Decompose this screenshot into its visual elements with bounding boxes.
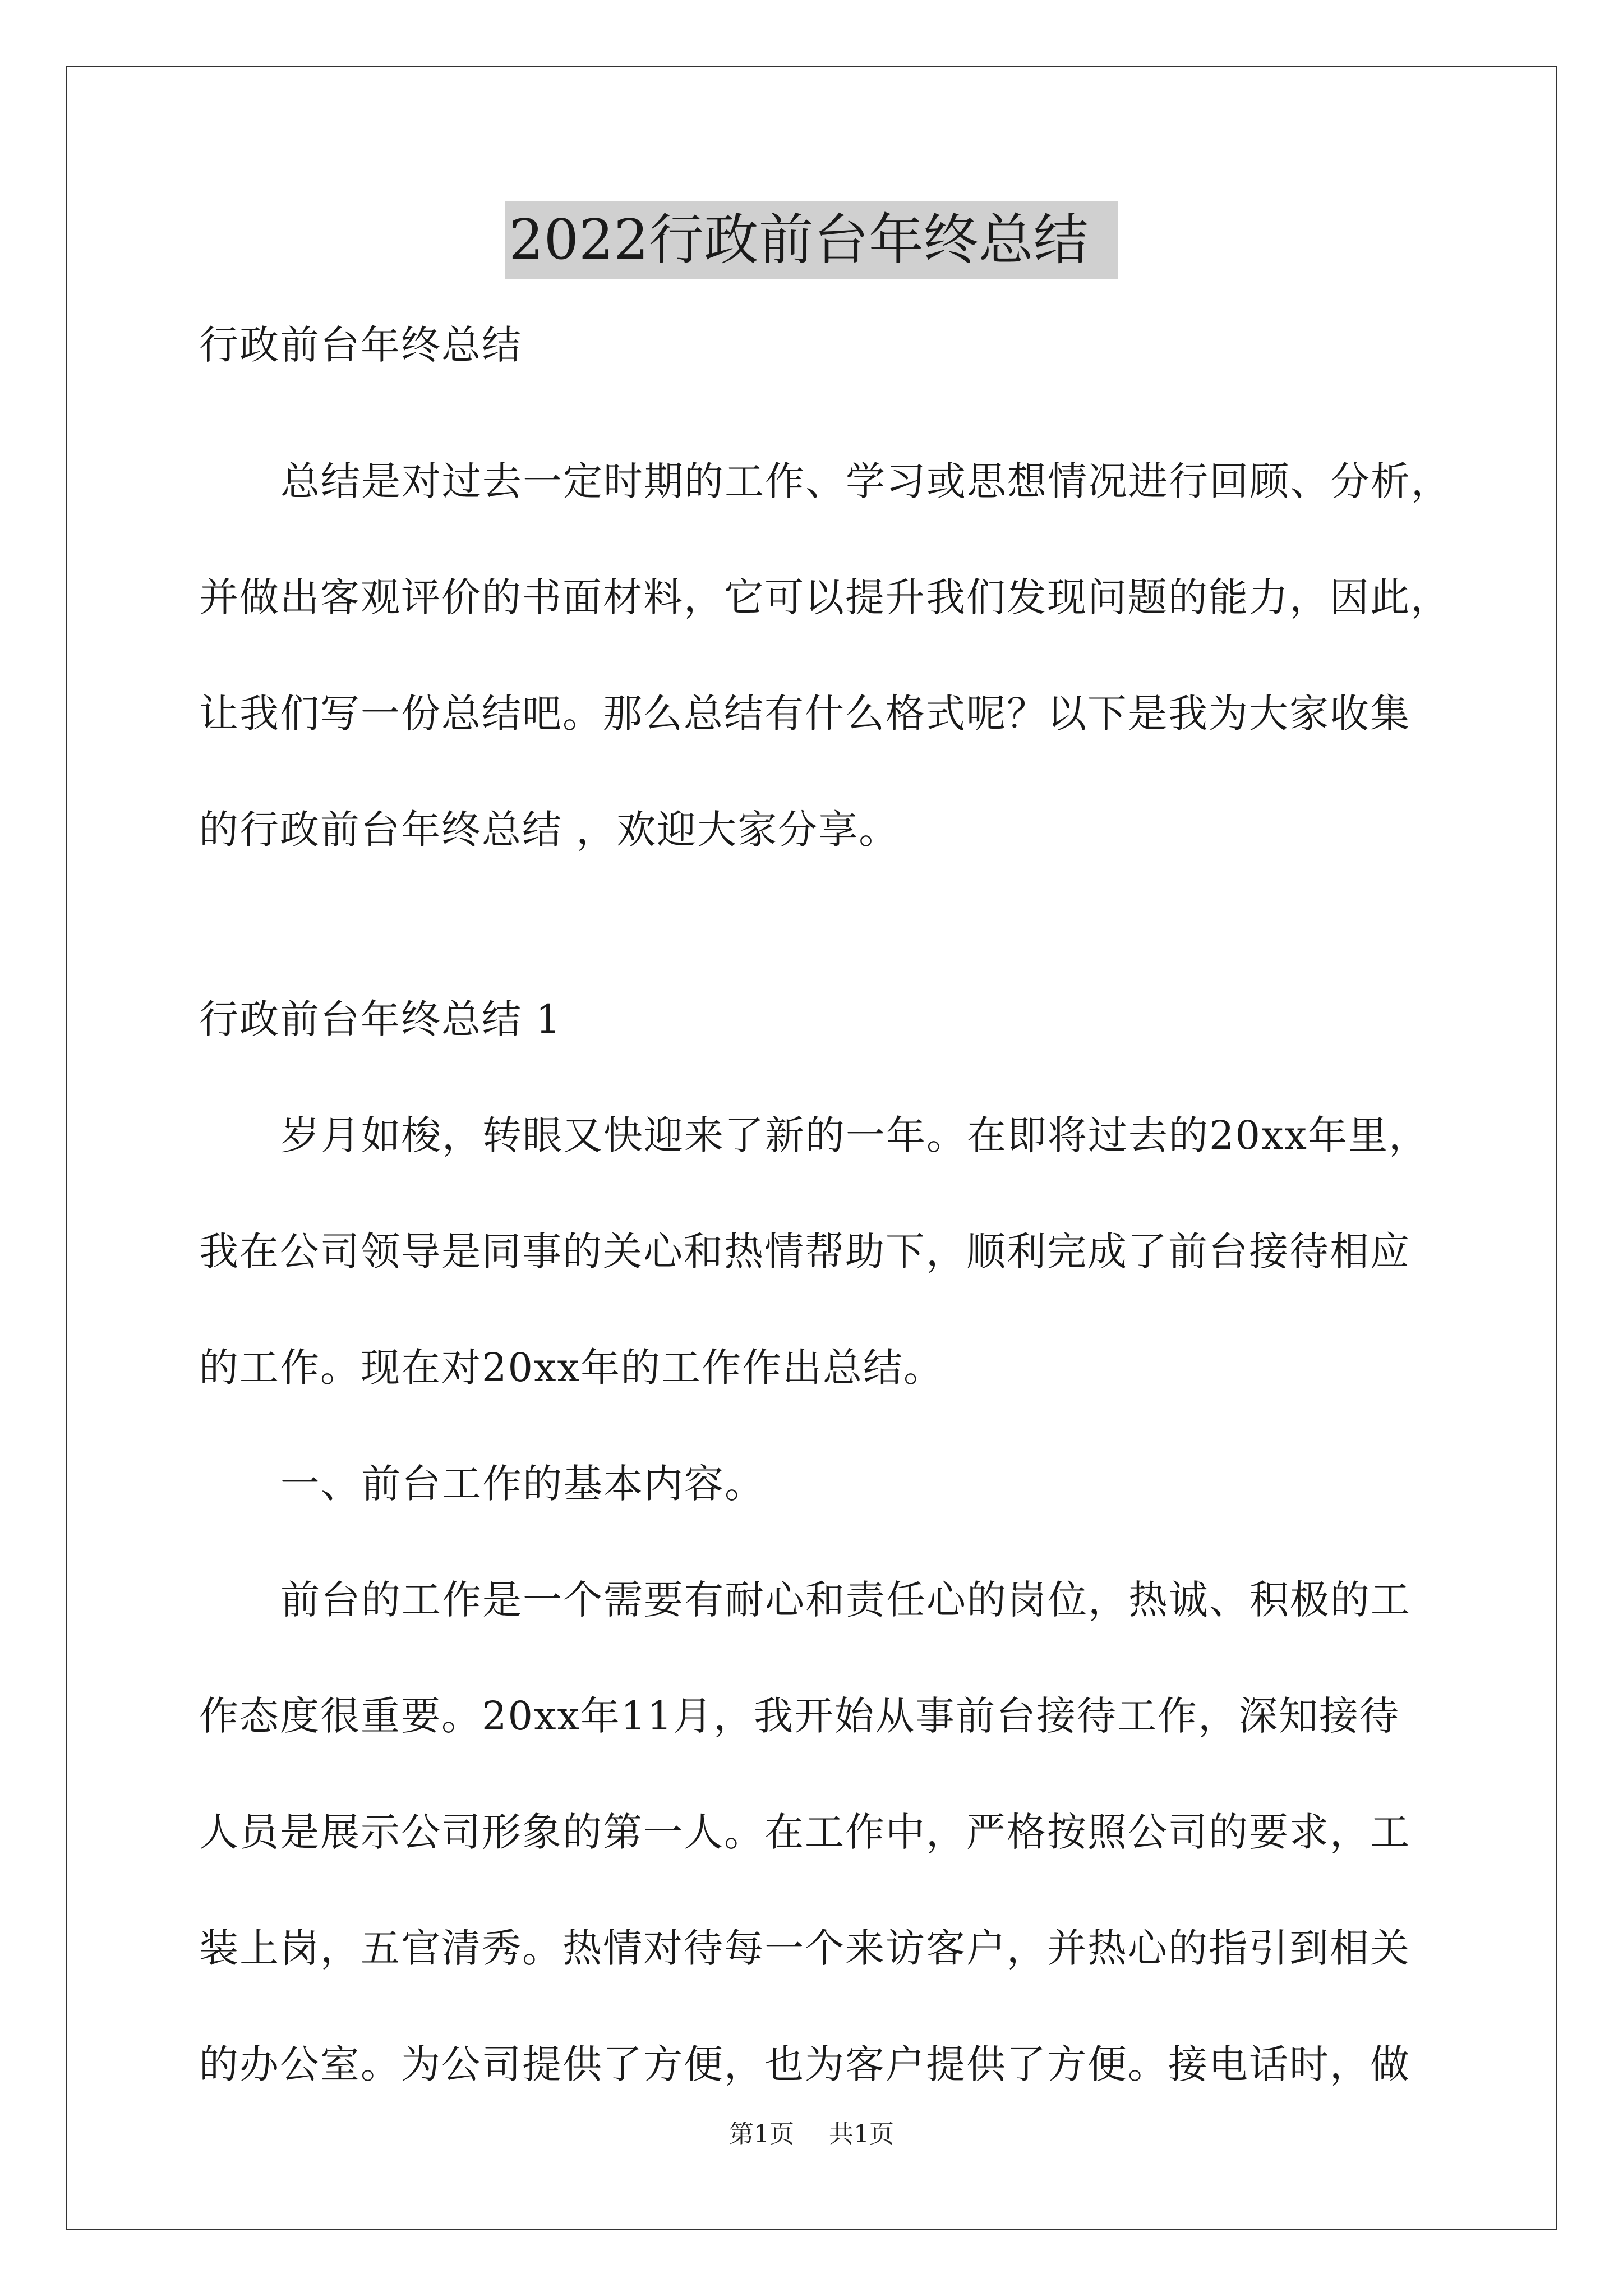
paragraph-line: 岁月如梭，转眼又快迎来了新的一年。在即将过去的20xx年里， bbox=[280, 1112, 1430, 1158]
paragraph-line: 的行政前台年终总结 ，欢迎大家分享。 bbox=[199, 807, 900, 853]
subtitle-line: 行政前台年终总结 bbox=[199, 322, 522, 368]
page-total: 共1页 bbox=[829, 2120, 894, 2148]
section-heading: 行政前台年终总结 1 bbox=[199, 996, 562, 1042]
document-title-text: 2022行政前台年终总结 bbox=[505, 201, 1117, 279]
document-title bbox=[0, 201, 1623, 279]
paragraph-line: 的工作。现在对20xx年的工作作出总结。 bbox=[199, 1345, 944, 1391]
paragraph-line: 并做出客观评价的书面材料，它可以提升我们发现问题的能力，因此， bbox=[199, 574, 1451, 620]
page-footer bbox=[0, 2118, 1623, 2151]
paragraph-line: 装上岗，五官清秀。热情对待每一个来访客户，并热心的指引到相关 bbox=[199, 1925, 1410, 1971]
paragraph-line: 让我们写一份总结吧。那么总结有什么格式呢？以下是我为大家收集 bbox=[199, 691, 1410, 737]
paragraph-line: 作态度很重要。20xx年11月，我开始从事前台接待工作，深知接待 bbox=[199, 1693, 1400, 1739]
paragraph-line: 人员是展示公司形象的第一人。在工作中，严格按照公司的要求，工 bbox=[199, 1809, 1410, 1855]
paragraph-line: 总结是对过去一定时期的工作、学习或思想情况进行回顾、分析， bbox=[280, 458, 1451, 504]
paragraph-line: 前台的工作是一个需要有耐心和责任心的岗位，热诚、积极的工 bbox=[280, 1577, 1411, 1623]
paragraph-line: 我在公司领导是同事的关心和热情帮助下，顺利完成了前台接待相应 bbox=[199, 1228, 1410, 1274]
paragraph-line: 的办公室。为公司提供了方便，也为客户提供了方便。接电话时，做 bbox=[199, 2041, 1410, 2087]
page-number: 第1页 bbox=[729, 2120, 794, 2148]
list-heading: 一、前台工作的基本内容。 bbox=[280, 1461, 765, 1507]
